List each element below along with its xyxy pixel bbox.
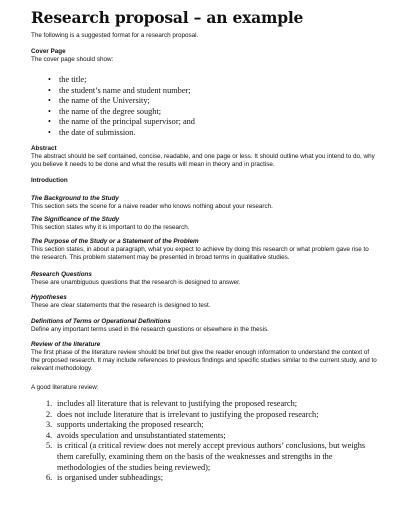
questions-heading: Research Questions	[31, 271, 92, 278]
bullet-icon: •	[48, 75, 51, 84]
list-item: • the date of submission.	[48, 127, 136, 137]
list-item: 6. is organised under subheadings;	[46, 473, 164, 483]
literature-heading: Review of the literature	[31, 341, 101, 348]
bullet-icon: •	[48, 127, 51, 137]
cover-section	[31, 48, 379, 64]
cover-heading: Cover Page	[31, 48, 66, 55]
bullet-icon: •	[48, 85, 51, 95]
purpose-section	[31, 238, 379, 262]
list-item: • the title;	[48, 75, 87, 84]
significance-heading: The Significance of the Study	[31, 216, 120, 223]
bullet-icon: •	[48, 117, 51, 127]
purpose-text: This section states, in about a paragraph, what you expect to achieve by doing this research or what problem gave rise to the research. This problem statement may be presented in broad terms in qualitative studies.	[31, 246, 369, 262]
hypotheses-text: These are clear statements that the research is designed to test.	[31, 302, 211, 310]
list-item: • the name of the University;	[48, 96, 150, 106]
background-text: This section sets the scene for a naive reader who knows nothing about your research.	[31, 203, 273, 211]
list-item: 3. supports undertaking the proposed research;	[46, 420, 204, 430]
cover-text: The cover page should show:	[31, 56, 114, 64]
list-item: • the name of the degree sought;	[48, 106, 162, 116]
purpose-heading: The Purpose of the Study or a Statement of the Problem	[31, 238, 199, 245]
definitions-section	[31, 318, 379, 334]
list-item: 2. does not include literature that is irrelevant to justifying the proposed research;	[46, 409, 319, 419]
bullet-icon: •	[48, 96, 51, 106]
bullet-icon: •	[48, 106, 51, 116]
introduction-heading: Introduction	[31, 177, 68, 184]
literature-section	[31, 341, 379, 373]
abstract-text: The abstract should be self contained, concise, readable, and one page or less. It should outline what you intend to do, why you believe it needs to be done and what the results will mean in theory and in practise.	[31, 153, 375, 169]
list-item: 1. includes all literature that is relevant to justifying the proposed research;	[46, 399, 298, 408]
significance-section	[31, 216, 379, 232]
document-title: Research proposal – an example	[31, 8, 304, 27]
background-heading: The Background to the Study	[31, 195, 119, 202]
list-item: 5. is critical (a critical review does not merely accept previous authors’ conclusions, but weighs them carefully, examining them on the basis of the weaknesses and strengths in the methodologies of the studies being reviewed);	[46, 441, 366, 472]
list-item: • the student’s name and student number;	[48, 85, 191, 95]
literature-list	[46, 399, 366, 484]
cover-list	[48, 75, 348, 139]
good-review-label: A good literature review:	[31, 384, 99, 391]
intro-text: The following is a suggested format for a research proposal.	[31, 32, 199, 39]
questions-text: These are unambiguous questions that the research is designed to answer.	[31, 279, 241, 287]
significance-text: This section states why it is important to do the research.	[31, 224, 190, 232]
questions-section	[31, 271, 379, 287]
abstract-heading: Abstract	[31, 145, 57, 152]
hypotheses-heading: Hypotheses	[31, 294, 67, 301]
list-item: • the name of the principal supervisor; and	[48, 117, 195, 127]
definitions-text: Define any important terms used in the research questions or elsewhere in the thesis.	[31, 326, 270, 334]
definitions-heading: Definitions of Terms or Operational Definitions	[31, 318, 171, 325]
list-item: 4. avoids speculation and unsubstantiated statements;	[46, 430, 226, 440]
background-section	[31, 195, 379, 211]
hypotheses-section	[31, 294, 379, 310]
literature-text: The first phase of the literature review should be brief but give the reader enough information to understand the context of the proposed research. It may include references to previous findings and specific studies similar to the current study, and to relevant methodology.	[31, 349, 377, 373]
abstract-section	[31, 145, 379, 169]
